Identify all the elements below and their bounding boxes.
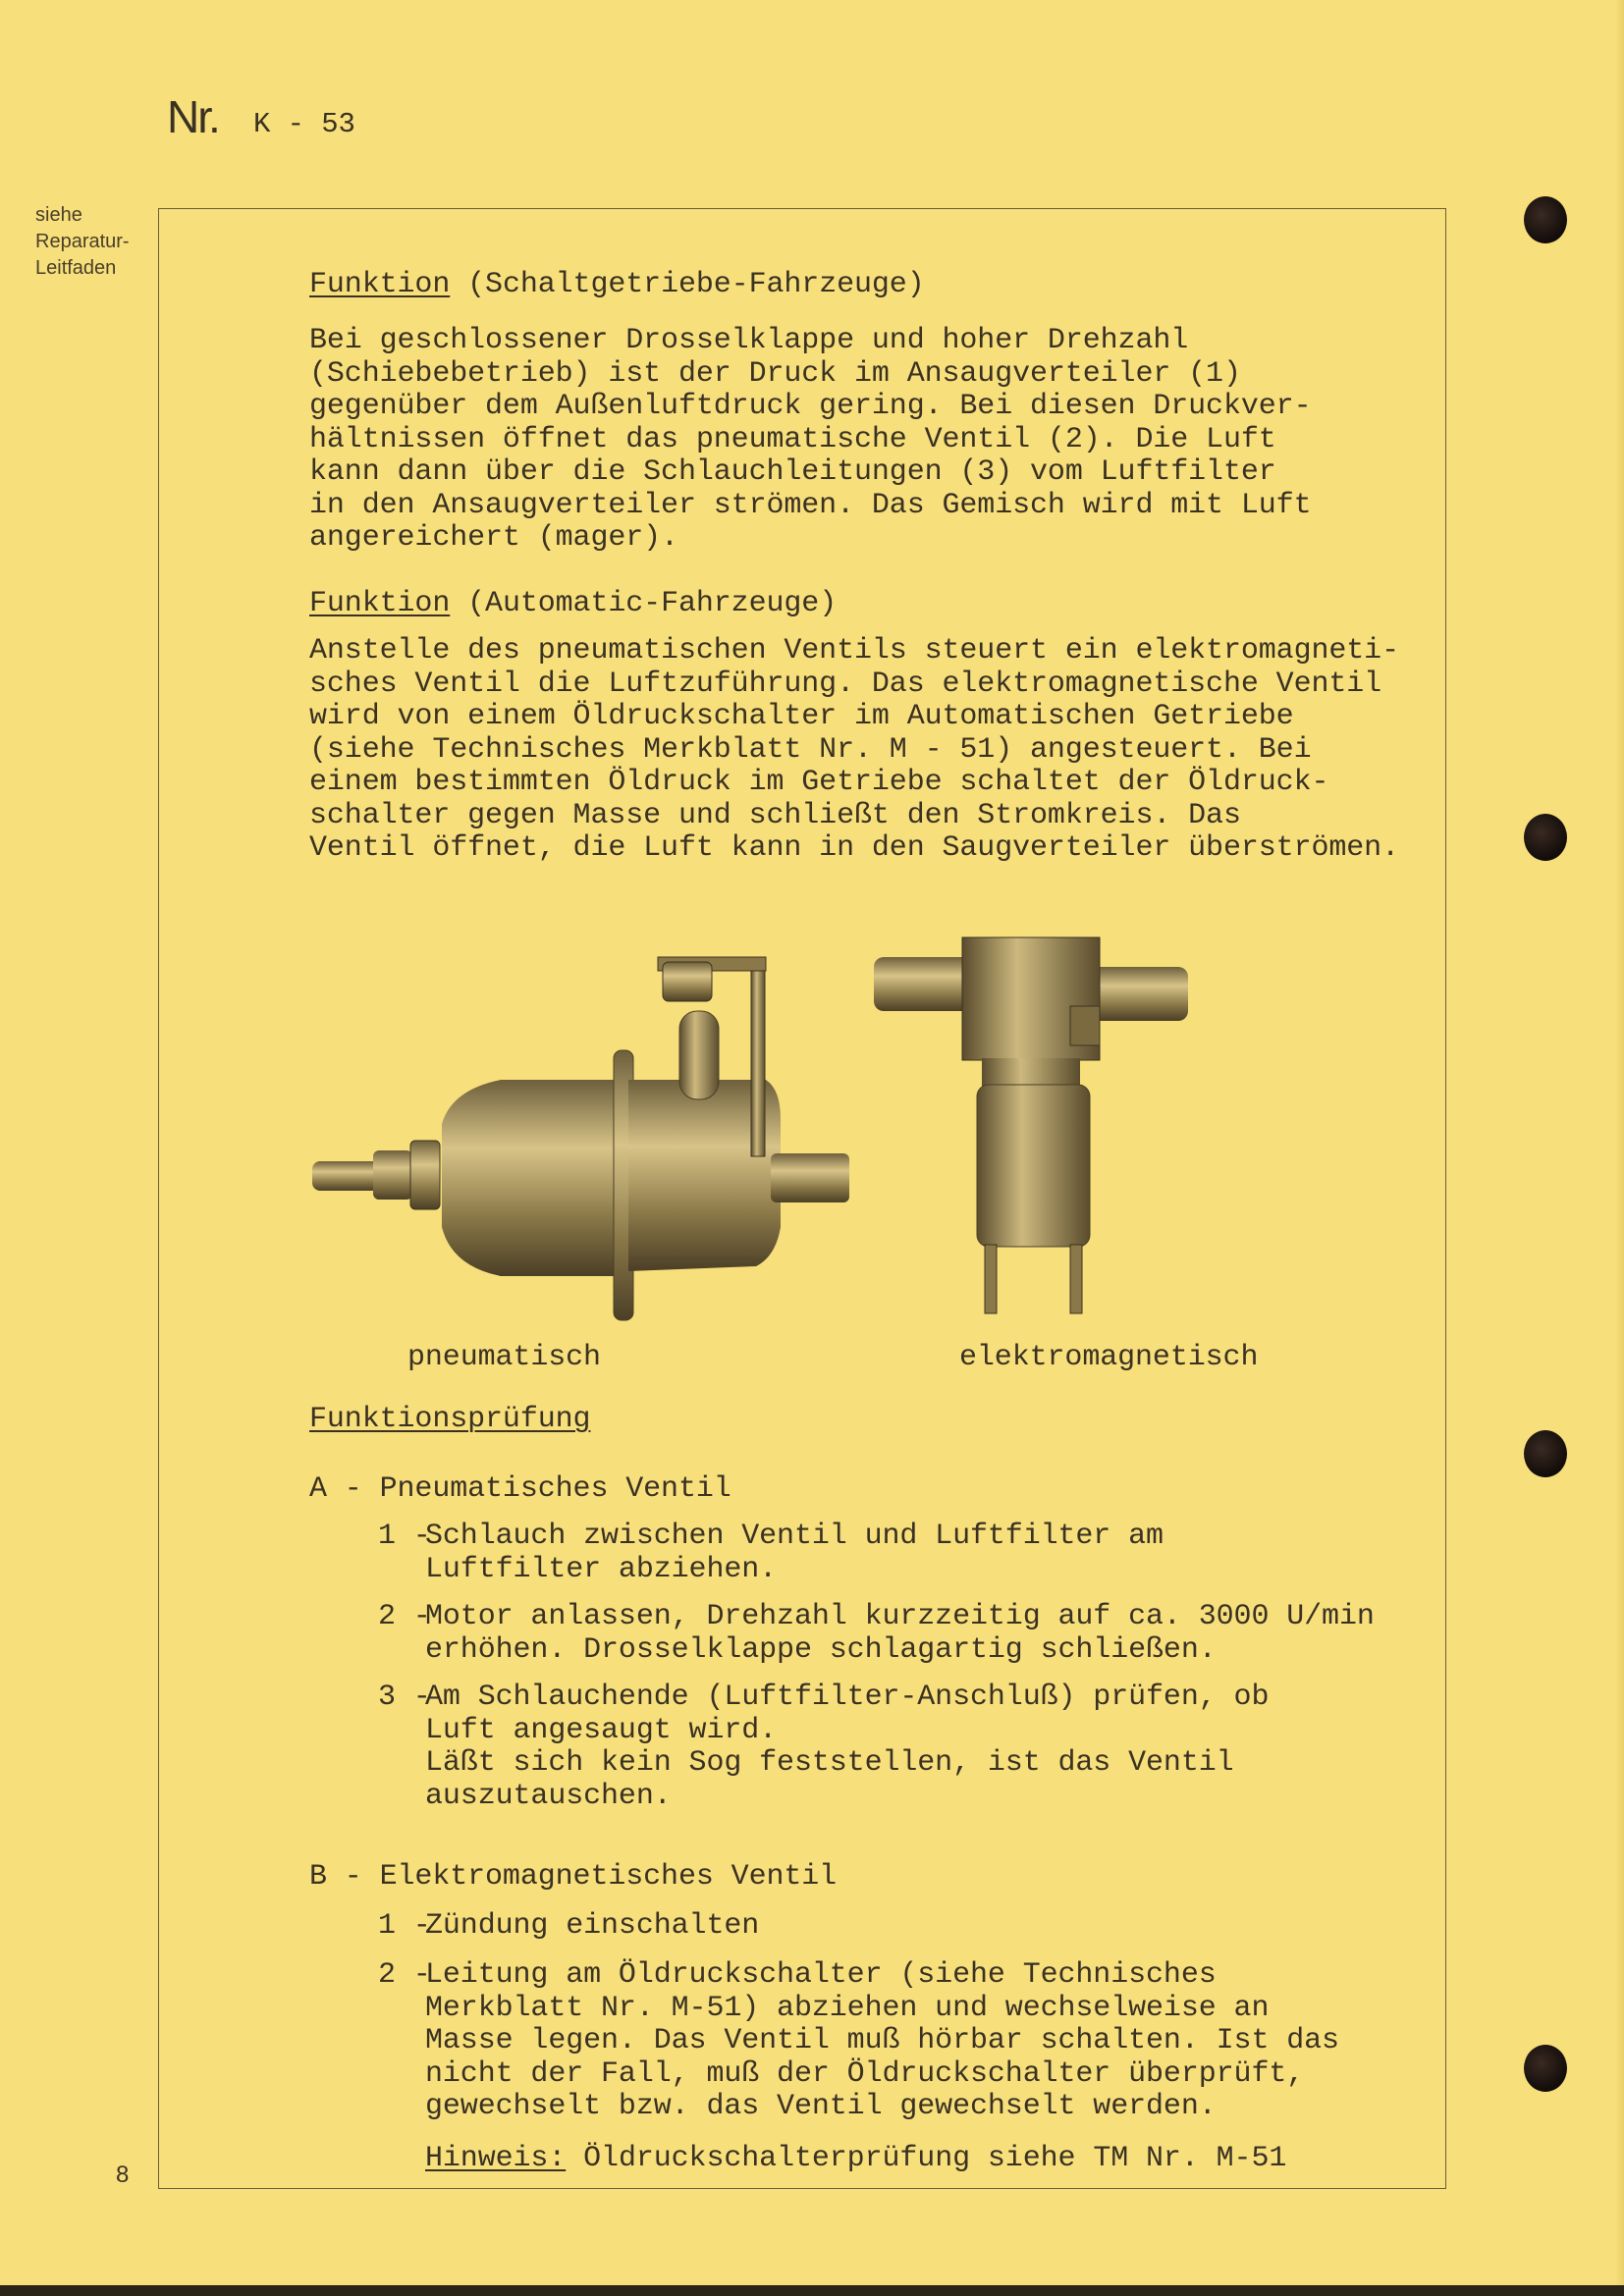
paragraph-automatic (309, 635, 1399, 866)
margin-note-line: Leitfaden (35, 257, 117, 279)
page-number: 8 (116, 2162, 130, 2188)
caption-pneumatic: pneumatisch (407, 1341, 601, 1374)
test-b-title: B - Elektromagnetisches Ventil (309, 1860, 838, 1894)
margin-note-line: Reparatur- (35, 231, 130, 252)
text-line: (Schiebebetrieb) ist der Druck im Ansaugverteiler (1) (309, 356, 1241, 391)
margin-note (35, 202, 130, 282)
note-text: Öldruckschalterprüfung siehe TM Nr. M-51 (566, 2142, 1287, 2175)
text-line: nicht der Fall, muß der Öldruckschalter überprüft, (425, 2056, 1305, 2091)
text-line: (siehe Technisches Merkblatt Nr. M - 51) angesteuert. Bei (309, 732, 1312, 767)
heading-label: Funktion (309, 587, 451, 620)
text-line: wird von einem Öldruckschalter im Automatischen Getriebe (309, 700, 1294, 733)
pneumatic-valve-image (304, 933, 854, 1325)
text-line: erhöhen. Drosselklappe schlagartig schließen. (425, 1632, 1217, 1667)
section-heading-manual (309, 269, 925, 302)
text-line: Bei geschlossener Drosselklappe und hoher Drehzahl (309, 324, 1189, 357)
caption-electromagnetic: elektromagnetisch (959, 1341, 1259, 1374)
heading-suffix: (Automatic-Fahrzeuge) (450, 587, 838, 620)
step-text (425, 1910, 759, 1944)
punch-hole (1524, 196, 1567, 243)
text-line: Masse legen. Das Ventil muß hörbar schalten. Ist das (425, 2024, 1339, 2057)
note (425, 2143, 1286, 2176)
text-line: hältnissen öffnet das pneumatische Ventil (2). Die Luft (309, 422, 1276, 456)
page-edge (1615, 0, 1624, 2296)
text-line: in den Ansaugverteiler strömen. Das Gemisch wird mit Luft (309, 488, 1312, 522)
text-line: sches Ventil die Luftzuführung. Das elektromagnetische Ventil (309, 667, 1382, 701)
step-number: 1 - (378, 1520, 431, 1553)
punch-hole (1524, 1430, 1567, 1477)
text-line: Motor anlassen, Drehzahl kurzzeitig auf ca. 3000 U/min (425, 1600, 1375, 1633)
step-number: 3 - (378, 1681, 431, 1714)
document-number: K - 53 (253, 108, 355, 140)
text-line: Zündung einschalten (425, 1909, 760, 1943)
text-line: Leitung am Öldruckschalter (siehe Technisches (425, 1958, 1217, 1992)
nr-label: Nr. (167, 91, 219, 142)
text-line: Läßt sich kein Sog feststellen, ist das Ventil (425, 1746, 1234, 1780)
step-text (425, 1682, 1269, 1813)
step-number: 2 - (378, 1600, 431, 1633)
paragraph-manual (309, 325, 1311, 556)
text-line: Schlauch zwischen Ventil und Luftfilter am (425, 1520, 1164, 1553)
test-a-title: A - Pneumatisches Ventil (309, 1472, 731, 1506)
heading-label: Funktion (309, 268, 451, 301)
step-number: 1 - (378, 1909, 431, 1943)
step-text (425, 1601, 1375, 1667)
margin-note-line: siehe (35, 204, 82, 226)
text-line: Am Schlauchende (Luftfilter-Anschluß) prüfen, ob (425, 1681, 1270, 1714)
text-line: Luftfilter abziehen. (425, 1552, 778, 1586)
electromagnetic-valve-image (869, 933, 1213, 1325)
test-heading: Funktionsprüfung (309, 1403, 591, 1436)
text-line: Ventil öffnet, die Luft kann in den Saugverteiler überströmen. (309, 831, 1399, 865)
section-heading-automatic (309, 588, 837, 621)
step-text (425, 1521, 1164, 1586)
text-line: Anstelle des pneumatischen Ventils steuert ein elektromagneti- (309, 634, 1399, 667)
text-line: schalter gegen Masse und schließt den Stromkreis. Das (309, 798, 1241, 832)
text-line: Merkblatt Nr. M-51) abziehen und wechselweise an (425, 1991, 1270, 2025)
punch-hole (1524, 2045, 1567, 2092)
text-line: gegenüber dem Außenluftdruck gering. Bei diesen Druckver- (309, 390, 1312, 423)
text-line: auszutauschen. (425, 1779, 672, 1813)
scan-edge (0, 2285, 1624, 2296)
punch-hole (1524, 814, 1567, 861)
heading-suffix: (Schaltgetriebe-Fahrzeuge) (450, 268, 925, 301)
step-number: 2 - (378, 1958, 431, 1992)
text-line: Luft angesaugt wird. (425, 1713, 778, 1747)
text-line: angereichert (mager). (309, 521, 678, 555)
text-line: kann dann über die Schlauchleitungen (3) vom Luftfilter (309, 455, 1276, 489)
text-line: einem bestimmten Öldruck im Getriebe schaltet der Öldruck- (309, 766, 1329, 799)
text-line: gewechselt bzw. das Ventil gewechselt werden. (425, 2090, 1217, 2123)
step-text (425, 1959, 1339, 2124)
note-label: Hinweis: (425, 2142, 567, 2175)
